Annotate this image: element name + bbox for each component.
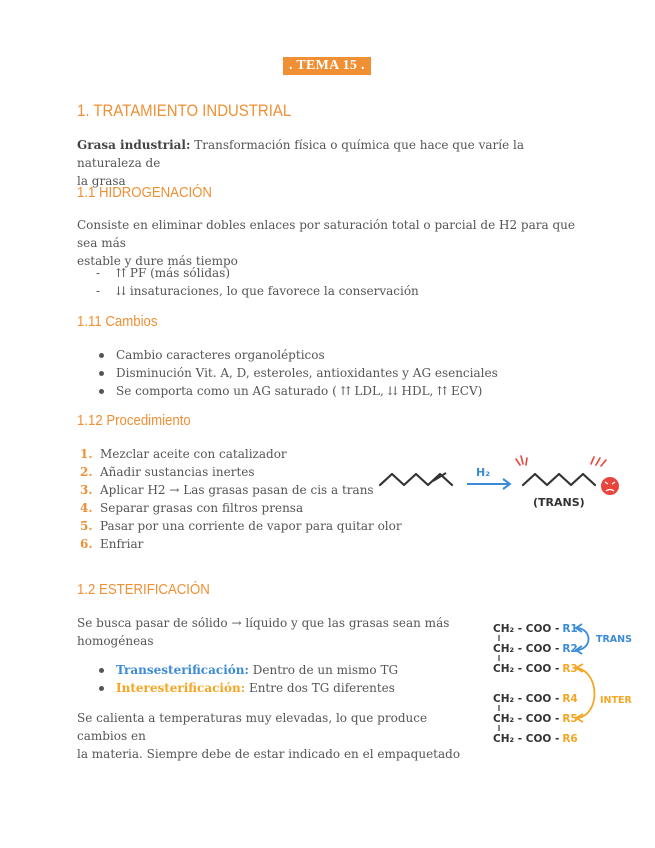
list-item bbox=[98, 382, 498, 400]
list-item-text: ⇊ insaturaciones, lo que favorece la conservación bbox=[116, 284, 419, 298]
esterificacion-text-2: homogéneas bbox=[77, 634, 154, 648]
step-text: Mezclar aceite con catalizador bbox=[100, 447, 287, 461]
tg-2 bbox=[493, 693, 578, 745]
step-text: Enfriar bbox=[100, 537, 144, 551]
list-item bbox=[98, 679, 398, 697]
step-text: Aplicar H2 → Las grasas pasan de cis a trans bbox=[100, 483, 374, 497]
dash-marker: - bbox=[96, 266, 101, 280]
list-item-text: Entre dos TG diferentes bbox=[245, 681, 395, 695]
definition-term: Grasa industrial: bbox=[77, 138, 191, 152]
bullet-icon bbox=[99, 686, 104, 691]
section-title-cambios: 1.11 Cambios bbox=[77, 313, 158, 330]
hidrogenacion-dash-list bbox=[96, 264, 419, 300]
step-item bbox=[80, 463, 402, 481]
transesterificacion-term: Transesterificación: bbox=[116, 663, 249, 677]
tg-row: CH₂ - COO - R3 bbox=[493, 663, 578, 675]
step-item bbox=[80, 499, 402, 517]
step-text: Añadir sustancias inertes bbox=[100, 465, 255, 479]
step-number: 4. bbox=[80, 501, 93, 515]
definition-text: Transformación física o química que hace que varíe la naturaleza de bbox=[77, 138, 525, 170]
step-item bbox=[80, 481, 402, 499]
angry-face-icon bbox=[601, 477, 619, 495]
tg-row: CH₂ - COO - R6 bbox=[493, 733, 578, 745]
tg-row: CH₂ - COO - R5 bbox=[493, 713, 578, 725]
bullet-icon bbox=[99, 353, 104, 358]
inter-arrow bbox=[578, 668, 595, 718]
section-title-procedimiento: 1.12 Procedimiento bbox=[77, 412, 191, 429]
hidrogenacion-text-1: Consiste en eliminar dobles enlaces por saturación total o parcial de H2 para que sea más bbox=[77, 218, 575, 250]
step-item bbox=[80, 445, 402, 463]
interesterificacion-term: Interesterificación: bbox=[116, 681, 246, 695]
list-item-text: Cambio caracteres organolépticos bbox=[116, 348, 325, 362]
esterificacion-text-1: Se busca pasar de sólido → líquido y que las grasas sean más bbox=[77, 616, 450, 630]
step-number: 3. bbox=[80, 483, 93, 497]
definition-text-2: la grasa bbox=[77, 174, 126, 188]
esterificacion-bullet-list bbox=[98, 661, 398, 697]
list-item bbox=[98, 661, 398, 679]
esterificacion-paragraph-2 bbox=[77, 709, 477, 763]
bullet-icon bbox=[99, 371, 104, 376]
bullet-icon bbox=[99, 389, 104, 394]
step-item bbox=[80, 517, 402, 535]
bullet-icon bbox=[99, 668, 104, 673]
triglyceride-diagram bbox=[490, 614, 640, 754]
step-number: 5. bbox=[80, 519, 93, 533]
alarm-lines-icon bbox=[516, 456, 606, 466]
section-title-tratamiento: 1. TRATAMIENTO INDUSTRIAL bbox=[77, 101, 292, 120]
list-item-text: ⇈ PF (más sólidas) bbox=[116, 266, 231, 280]
step-number: 6. bbox=[80, 537, 93, 551]
list-item bbox=[98, 364, 498, 382]
section-title-esterificacion: 1.2 ESTERIFICACIÓN bbox=[77, 581, 210, 598]
tg-row: CH₂ - COO - R1 bbox=[493, 623, 578, 635]
hidrogenacion-paragraph bbox=[77, 216, 597, 270]
section-title-hidrogenacion: 1.1 HIDROGENACIÓN bbox=[77, 184, 212, 201]
esterificacion-text-3: Se calienta a temperaturas muy elevadas, lo que produce cambios en bbox=[77, 711, 428, 743]
step-number: 2. bbox=[80, 465, 93, 479]
esterificacion-paragraph bbox=[77, 614, 477, 650]
list-item-text: Disminución Vit. A, D, esteroles, antioxidantes y AG esenciales bbox=[116, 366, 498, 380]
inter-label: INTER bbox=[600, 695, 632, 706]
dash-marker: - bbox=[96, 284, 101, 298]
list-item bbox=[96, 282, 419, 300]
procedimiento-steps bbox=[80, 445, 402, 553]
tg-row: CH₂ - COO - R4 bbox=[493, 693, 578, 705]
list-item bbox=[98, 346, 498, 364]
hydrogenation-diagram bbox=[375, 448, 635, 516]
list-item-text: Dentro de un mismo TG bbox=[248, 663, 399, 677]
list-item bbox=[96, 264, 419, 282]
step-text: Separar grasas con filtros prensa bbox=[100, 501, 304, 515]
h2-label: H₂ bbox=[476, 466, 491, 479]
trans-label: TRANS bbox=[596, 634, 632, 645]
list-item-text: Se comporta como un AG saturado ( ⇈ LDL, ⇊ HDL, ⇈ ECV) bbox=[116, 384, 483, 398]
definition-paragraph bbox=[77, 136, 577, 190]
cambios-bullet-list bbox=[98, 346, 498, 400]
trans-fatty-acid-chain bbox=[523, 474, 595, 485]
chapter-badge: . TEMA 15 . bbox=[283, 57, 371, 75]
trans-label: (TRANS) bbox=[533, 496, 585, 509]
step-number: 1. bbox=[80, 447, 93, 461]
step-text: Pasar por una corriente de vapor para quitar olor bbox=[100, 519, 402, 533]
step-item bbox=[80, 535, 402, 553]
tg-1 bbox=[493, 623, 578, 675]
tg-row: CH₂ - COO - R2 bbox=[493, 643, 578, 655]
hidrogenacion-text-2: estable y dure más tiempo bbox=[77, 254, 238, 268]
esterificacion-text-4: la materia. Siempre debe de estar indicado en el empaquetado bbox=[77, 747, 461, 761]
